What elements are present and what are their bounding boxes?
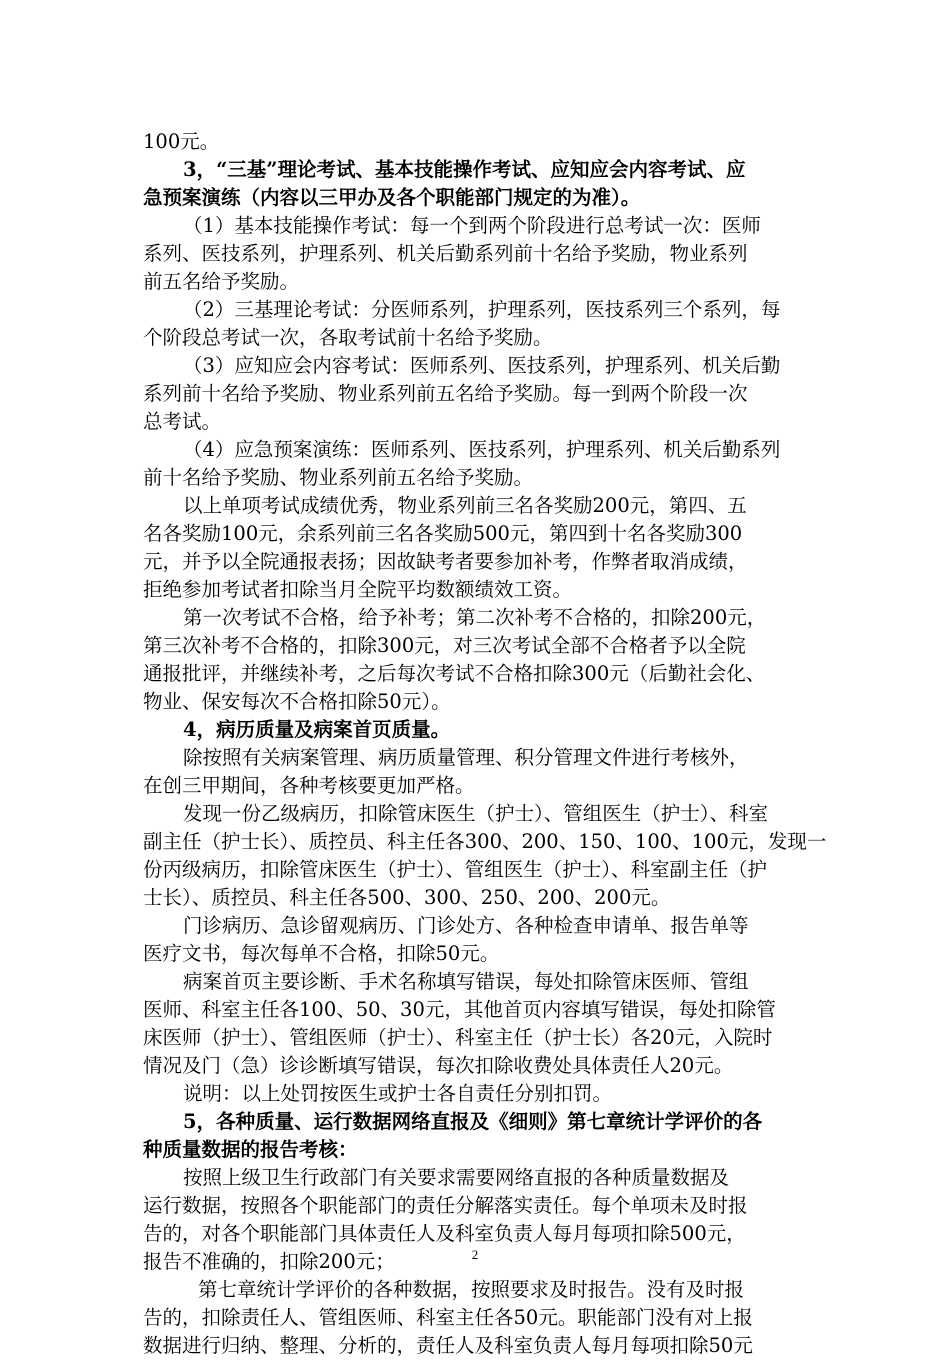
text-line: 总考试。 — [143, 410, 222, 433]
text-line: 物业、保安每次不合格扣除50元）。 — [143, 690, 451, 713]
text-line: 元，并予以全院通报表扬；因故缺考者要参加补考，作弊者取消成绩， — [143, 550, 748, 573]
text-line: 第三次补考不合格的，扣除300元，对三次考试全部不合格者予以全院 — [143, 634, 746, 657]
text-line: 按照上级卫生行政部门有关要求需要网络直报的各种质量数据及 — [183, 1166, 730, 1189]
text-line: 以上单项考试成绩优秀，物业系列前三名各奖励200元，第四、五 — [183, 494, 747, 517]
text-line: 医疗文书，每次每单不合格，扣除50元。 — [143, 942, 500, 965]
text-line: 个阶段总考试一次，各取考试前十名给予奖励。 — [143, 326, 553, 349]
text-line: 告的，扣除责任人、管组医师、科室主任各50元。职能部门没有对上报 — [143, 1306, 753, 1329]
text-line: 在创三甲期间，各种考核要更加严格。 — [143, 774, 475, 797]
text-line: 医师、科室主任各100、50、30元，其他首页内容填写错误，每处扣除管 — [143, 998, 776, 1021]
text-line: 门诊病历、急诊留观病历、门诊处方、各种检查申请单、报告单等 — [183, 914, 749, 937]
text-line: 通报批评，并继续补考，之后每次考试不合格扣除300元（后勤社会化、 — [143, 662, 766, 685]
text-line: 报告不准确的，扣除200元； — [143, 1250, 395, 1273]
section-heading: 4，病历质量及病案首页质量。 — [183, 718, 451, 741]
text-line: 份丙级病历，扣除管床医生（护士）、管组医生（护士）、科室副主任（护 — [143, 858, 768, 881]
text-line: 发现一份乙级病历，扣除管床医生（护士）、管组医生（护士）、科室 — [183, 802, 769, 825]
text-line: 士长）、质控员、科主任各500、300、250、200、200元。 — [143, 886, 671, 909]
text-line: 告的，对各个职能部门具体责任人及科室负责人每月每项扣除500元， — [143, 1222, 746, 1245]
text-line: 第七章统计学评价的各种数据，按照要求及时报告。没有及时报 — [198, 1278, 745, 1301]
text-line: 系列、医技系列，护理系列、机关后勤系列前十名给予奖励，物业系列 — [143, 242, 748, 265]
text-line: 运行数据，按照各个职能部门的责任分解落实责任。每个单项未及时报 — [143, 1194, 748, 1217]
text-line: 数据进行归纳、整理、分析的，责任人及科室负责人每月每项扣除50元 — [143, 1334, 753, 1357]
section-heading: 3，“三基”理论考试、基本技能操作考试、应知应会内容考试、应 — [183, 158, 746, 181]
page-number: 2 — [471, 1247, 479, 1262]
text-line: 病案首页主要诊断、手术名称填写错误，每处扣除管床医师、管组 — [183, 970, 749, 993]
text-line: 拒绝参加考试者扣除当月全院平均数额绩效工资。 — [143, 578, 573, 601]
section-heading: 5，各种质量、运行数据网络直报及《细则》第七章统计学评价的各 — [183, 1110, 763, 1133]
text-line: （3）应知应会内容考试：医师系列、医技系列，护理系列、机关后勤 — [183, 354, 781, 377]
section-heading: 急预案演练（内容以三甲办及各个职能部门规定的为准）。 — [143, 186, 641, 209]
text-line: 床医师（护士）、管组医师（护士）、科室主任（护士长）各20元，入院时 — [143, 1026, 773, 1049]
text-line: （2）三基理论考试：分医师系列，护理系列，医技系列三个系列，每 — [183, 298, 781, 321]
text-line: 除按照有关病案管理、病历质量管理、积分管理文件进行考核外， — [183, 746, 749, 769]
text-line: 100元。 — [143, 130, 220, 153]
section-heading: 种质量数据的报告考核： — [143, 1138, 358, 1161]
text-line: （4）应急预案演练：医师系列、医技系列，护理系列、机关后勤系列 — [183, 438, 781, 461]
text-line: 前十名给予奖励、物业系列前五名给予奖励。 — [143, 466, 534, 489]
text-line: 名各奖励100元，余系列前三名各奖励500元，第四到十名各奖励300 — [143, 522, 743, 545]
text-line: 前五名给予奖励。 — [143, 270, 300, 293]
document-body — [143, 128, 833, 1360]
text-line: 第一次考试不合格，给予补考；第二次补考不合格的，扣除200元， — [183, 606, 767, 629]
text-line: 说明：以上处罚按医生或护士各自责任分别扣罚。 — [183, 1082, 613, 1105]
text-line: 情况及门（急）诊诊断填写错误，每次扣除收费处具体责任人20元。 — [143, 1054, 734, 1077]
text-line: 系列前十名给予奖励、物业系列前五名给予奖励。每一到两个阶段一次 — [143, 382, 748, 405]
text-line: 副主任（护士长）、质控员、科主任各300、200、150、100、100元，发现一 — [143, 830, 827, 853]
text-line: （1）基本技能操作考试：每一个到两个阶段进行总考试一次：医师 — [183, 214, 761, 237]
